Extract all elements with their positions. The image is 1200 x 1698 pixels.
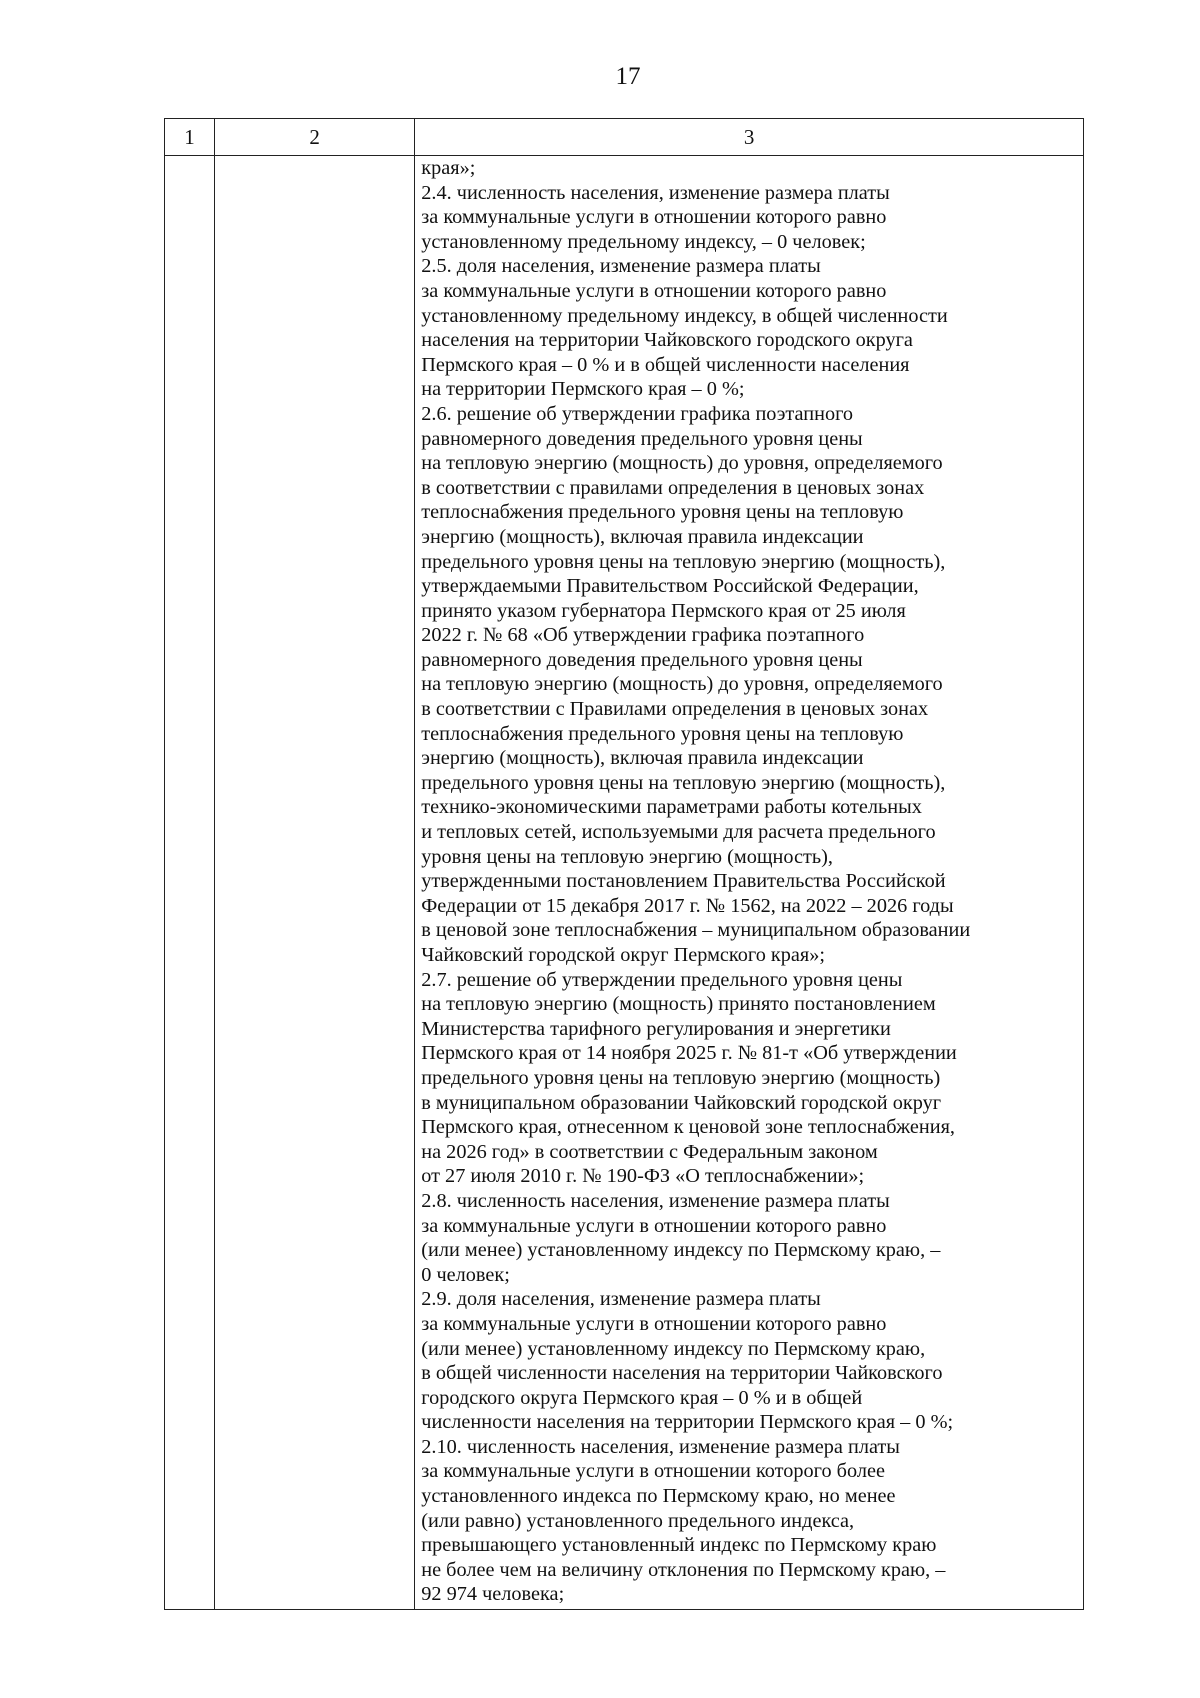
text-line: предельного уровня цены на тепловую энергию (мощность),: [421, 771, 946, 794]
column-header-1: 1: [165, 119, 215, 156]
text-line: Министерства тарифного регулирования и энергетики: [421, 1017, 891, 1040]
text-line: превышающего установленный индекс по Пермскому краю: [421, 1534, 937, 1557]
text-line: 2.5. доля населения, изменение размера платы: [421, 255, 821, 278]
column-header-3: 3: [415, 119, 1084, 156]
column-1-cell: [165, 156, 215, 1610]
text-line: равномерного доведения предельного уровня цены: [421, 648, 863, 671]
text-line: утверждаемыми Правительством Российской Федерации,: [421, 575, 919, 598]
text-line: (или менее) установленному индексу по Пермскому краю,: [421, 1337, 926, 1360]
text-line: Пермского края, отнесенном к ценовой зоне теплоснабжения,: [421, 1116, 955, 1139]
column-3-cell: [415, 156, 1084, 1610]
text-line: принято указом губернатора Пермского края от 25 июля: [421, 599, 906, 622]
text-line: энергию (мощность), включая правила индексации: [421, 525, 864, 548]
text-line: 92 974 человека;: [421, 1583, 565, 1606]
column-header-2: 2: [215, 119, 415, 156]
text-line: предельного уровня цены на тепловую энергию (мощность),: [421, 550, 946, 573]
text-line: городского округа Пермского края – 0 % и в общей: [421, 1386, 863, 1409]
text-line: 2.4. численность населения, изменение размера платы: [421, 181, 890, 204]
text-line: установленному предельному индексу, – 0 человек;: [421, 230, 866, 253]
text-line: за коммунальные услуги в отношении которого более: [421, 1460, 886, 1483]
text-line: за коммунальные услуги в отношении которого равно: [421, 1312, 887, 1335]
text-line: за коммунальные услуги в отношении которого равно: [421, 206, 887, 229]
text-line: на тепловую энергию (мощность) принято постановлением: [421, 993, 936, 1016]
column-2-cell: [215, 156, 415, 1610]
text-line: равномерного доведения предельного уровня цены: [421, 427, 863, 450]
text-line: теплоснабжения предельного уровня цены на тепловую: [421, 722, 904, 745]
text-line: и тепловых сетей, используемыми для расчета предельного: [421, 821, 936, 844]
text-line: 2.10. численность населения, изменение размера платы: [421, 1435, 900, 1458]
table-header-row: [165, 119, 1084, 156]
text-line: предельного уровня цены на тепловую энергию (мощность): [421, 1066, 941, 1089]
text-line: 2.7. решение об утверждении предельного уровня цены: [421, 968, 903, 991]
text-line: края»;: [421, 157, 476, 179]
text-line: Чайковский городской округ Пермского края»;: [421, 944, 826, 966]
text-line: за коммунальные услуги в отношении которого равно: [421, 279, 887, 302]
text-line: от 27 июля 2010 г. № 190-ФЗ «О теплоснабжении»;: [421, 1165, 865, 1188]
text-line: Пермского края – 0 % и в общей численности населения: [421, 353, 910, 376]
text-line: 0 человек;: [421, 1263, 510, 1286]
text-line: уровня цены на тепловую энергию (мощность),: [421, 845, 833, 868]
document-table: [164, 118, 1084, 1610]
text-line: в соответствии с правилами определения в ценовых зонах: [421, 476, 925, 499]
text-line: на 2026 год» в соответствии с Федеральным законом: [421, 1140, 878, 1163]
text-line: утвержденными постановлением Правительства Российской: [421, 870, 946, 893]
text-line: Пермского края от 14 ноября 2025 г. № 81-т «Об утверждении: [421, 1042, 957, 1065]
text-line: технико-экономическими параметрами работы котельных: [421, 796, 922, 819]
text-line: (или равно) установленного предельного индекса,: [421, 1509, 855, 1532]
text-line: 2.8. численность населения, изменение размера платы: [421, 1189, 890, 1212]
text-line: населения на территории Чайковского городского округа: [421, 329, 913, 352]
text-line: установленного индекса по Пермскому краю, но менее: [421, 1485, 896, 1508]
text-line: 2.9. доля населения, изменение размера платы: [421, 1288, 821, 1311]
text-line: на территории Пермского края – 0 %;: [421, 378, 745, 401]
text-line: численности населения на территории Пермского края – 0 %;: [421, 1411, 954, 1434]
text-line: (или менее) установленному индексу по Пермскому краю, –: [421, 1239, 941, 1262]
text-line: в общей численности населения на территории Чайковского: [421, 1362, 943, 1385]
text-line: в муниципальном образовании Чайковский городской округ: [421, 1091, 942, 1114]
text-line: теплоснабжения предельного уровня цены на тепловую: [421, 501, 904, 524]
text-line: 2.6. решение об утверждении графика поэтапного: [421, 402, 854, 425]
text-line: энергию (мощность), включая правила индексации: [421, 747, 864, 770]
text-line: установленному предельному индексу, в общей численности: [421, 304, 948, 327]
text-line: в ценовой зоне теплоснабжения – муниципальном образовании: [421, 919, 971, 942]
page-number: 17: [615, 63, 641, 90]
text-line: на тепловую энергию (мощность) до уровня, определяемого: [421, 673, 943, 696]
text-line: 2022 г. № 68 «Об утверждении графика поэтапного: [421, 624, 865, 647]
text-line: за коммунальные услуги в отношении которого равно: [421, 1214, 887, 1237]
text-line: в соответствии с Правилами определения в ценовых зонах: [421, 698, 929, 721]
text-line: на тепловую энергию (мощность) до уровня, определяемого: [421, 452, 943, 475]
text-line: Федерации от 15 декабря 2017 г. № 1562, на 2022 – 2026 годы: [421, 894, 954, 917]
text-line: не более чем на величину отклонения по Пермскому краю, –: [421, 1558, 946, 1581]
table-row: [165, 156, 1084, 1610]
